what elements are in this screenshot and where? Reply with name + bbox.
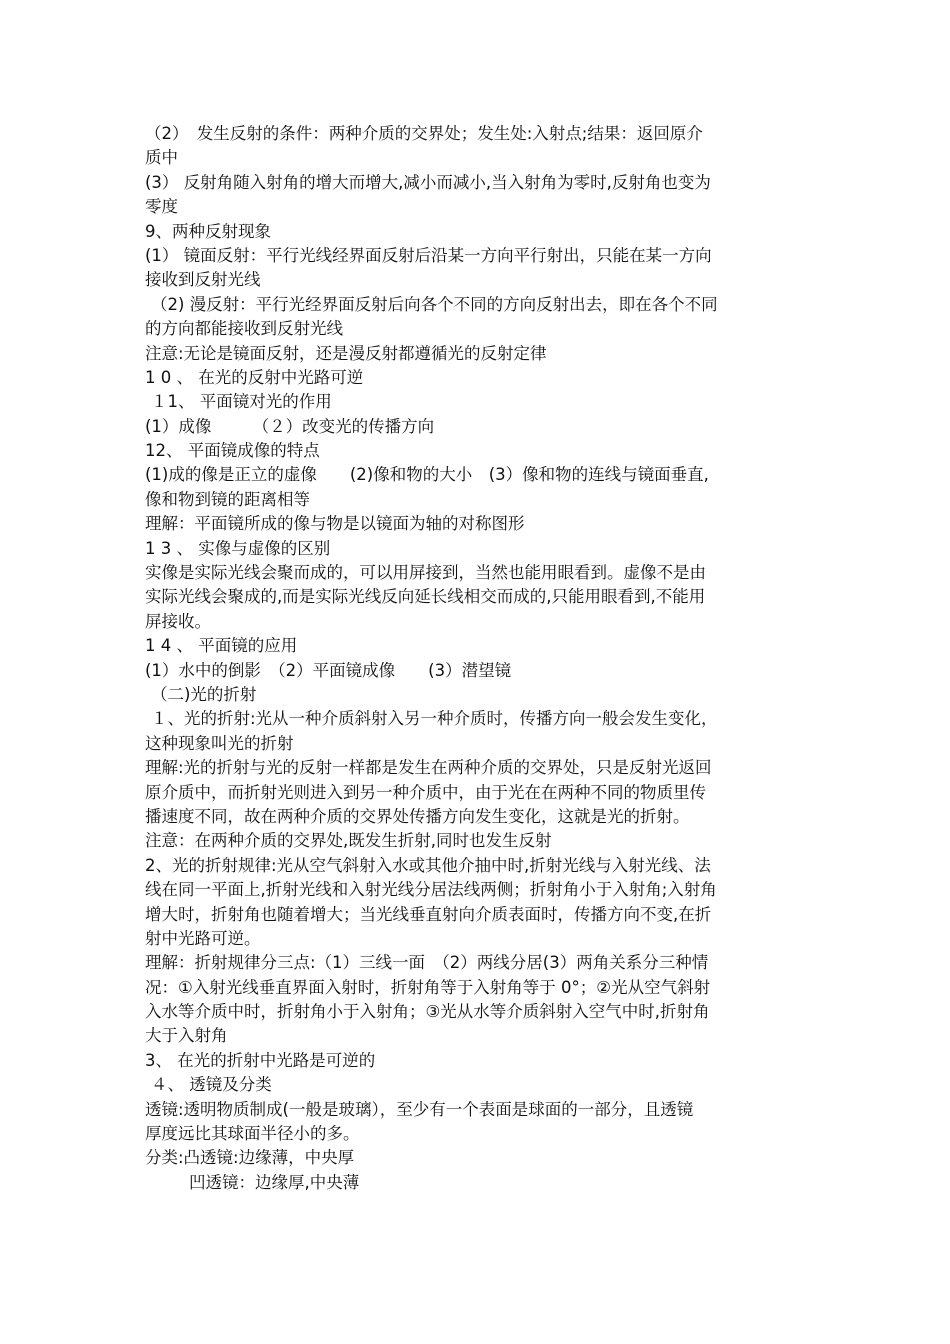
- text-line: 2、光的折射规律:光从空气斜射入水或其他介抽中时,折射光线与入射光线、法: [145, 855, 711, 875]
- text-line: 原介质中，而折射光则进入到另一种介质中，由于光在在两种不同的物质里传: [145, 782, 706, 802]
- text-line: 像和物到镜的距离相等: [145, 489, 310, 509]
- section-heading: 1 0 、 在光的反射中光路可逆: [145, 367, 364, 387]
- text-line: 况：①入射光线垂直界面入射时，折射角等于入射角等于 0°；②光从空气斜射: [145, 977, 711, 997]
- section-heading: 3、 在光的折射中光路是可逆的: [145, 1050, 376, 1070]
- text-line: (1） 镜面反射：平行光线经界面反射后沿某一方向平行射出，只能在某一方向: [145, 245, 712, 265]
- text-line: 零度: [145, 197, 178, 217]
- section-heading: 1 4 、 平面镜的应用: [145, 636, 298, 656]
- text-line: 的方向都能接收到反射光线: [145, 319, 343, 339]
- text-line: （2) 漫反射：平行光经界面反射后向各个不同的方向反射出去，即在各个不同: [151, 294, 718, 314]
- section-heading: ４、 透镜及分类: [151, 1075, 272, 1095]
- text-line: （2） 发生反射的条件：两种介质的交界处；发生处:入射点;结果：返回原介: [145, 124, 703, 143]
- text-line: １、光的折射:光从一种介质斜射入另一种介质时，传播方向一般会发生变化，: [151, 709, 718, 729]
- section-heading: 12、 平面镜成像的特点: [145, 441, 320, 461]
- text-line: 这种现象叫光的折射: [145, 733, 294, 753]
- document-page: [145, 122, 810, 1195]
- text-line: (1）水中的倒影 （2）平面镜成像 (3）潜望镜: [145, 660, 512, 680]
- text-line: 屏接收。: [145, 611, 211, 631]
- text-line: 实际光线会聚成的,而是实际光线反向延长线相交而成的,只能用眼看到,不能用: [145, 587, 706, 607]
- section-heading: （二)光的折射: [151, 684, 257, 704]
- text-line: 厚度远比其球面半径小的多。: [145, 1124, 360, 1144]
- text-line: (3） 反射角随入射角的增大而增大,减小而减小,当入射角为零时,反射角也变为: [145, 172, 711, 192]
- text-line: 线在同一平面上,折射光线和入射光线分居法线两侧；折射角小于入射角;入射角: [145, 880, 717, 900]
- section-heading: 1 3 、 实像与虚像的区别: [145, 538, 331, 558]
- text-line: 播速度不同，故在两种介质的交界处传播方向发生变化，这就是光的折射。: [145, 806, 690, 826]
- text-line: 大于入射角: [145, 1026, 228, 1046]
- note-line: 注意：在两种介质的交界处,既发生折射,同时也发生反射: [145, 831, 552, 851]
- text-line: 入水等介质中时，折射角小于入射角；③光从水等介质斜射入空气中时,折射角: [145, 1002, 710, 1022]
- text-line: 射中光路可逆。: [145, 928, 261, 948]
- text-line: (1)成的像是正立的虚像 (2)像和物的大小 (3）像和物的连线与镜面垂直,: [145, 465, 709, 485]
- text-line: 理解：折射规律分三点:（1）三线一面 （2）两线分居(3）两角关系分三种情: [145, 953, 709, 973]
- text-line: 增大时，折射角也随着增大；当光线垂直射向介质表面时，传播方向不变,在折: [145, 904, 712, 924]
- text-line: 分类:凸透镜:边缘薄，中央厚: [145, 1148, 355, 1168]
- text-line: 质中: [145, 148, 178, 168]
- text-line: 凹透镜：边缘厚,中央薄: [189, 1172, 360, 1192]
- section-heading: 9、两种反射现象: [145, 221, 271, 241]
- note-line: 注意:无论是镜面反射，还是漫反射都遵循光的反射定律: [145, 343, 547, 363]
- text-line: 理解:光的折射与光的反射一样都是发生在两种介质的交界处，只是反射光返回: [145, 758, 712, 778]
- text-line: 接收到反射光线: [145, 270, 261, 290]
- text-line: 实像是实际光线会聚而成的，可以用屏接到，当然也能用眼看到。虚像不是由: [145, 563, 706, 583]
- text-line: 理解：平面镜所成的像与物是以镜面为轴的对称图形: [145, 514, 525, 534]
- text-line: 透镜:透明物质制成(一般是玻璃），至少有一个表面是球面的一部分，且透镜: [145, 1099, 694, 1119]
- text-line: (1）成像 （２）改变光的传播方向: [145, 416, 435, 436]
- section-heading: １1、 平面镜对光的作用: [151, 392, 332, 412]
